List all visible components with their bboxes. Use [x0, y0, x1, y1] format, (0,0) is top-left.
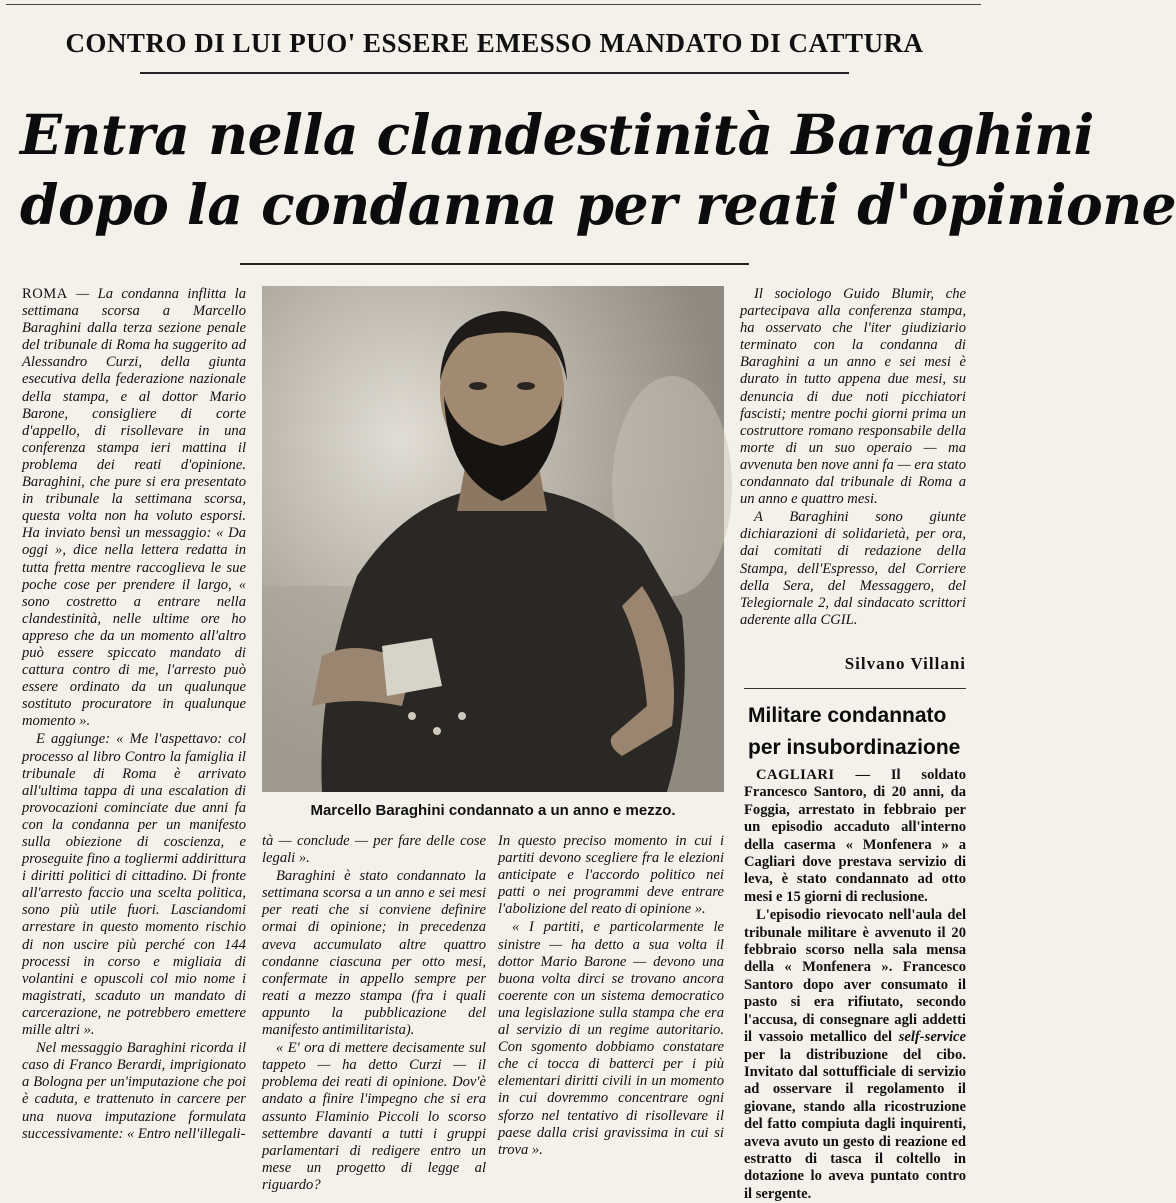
- column-3-paragraph: In questo preciso momento in cui i partiti devono scegliere fra le elezioni anticipate e l'accordo politico nei patti o nei programmi deve entrare l'abolizione del reato di opinione ».: [498, 833, 724, 918]
- side-story-title-line-2: per insubordinazione: [748, 736, 961, 759]
- column-1: [22, 286, 246, 1190]
- column-4-paragraph: Il sociologo Guido Blumir, che partecipava alla conferenza stampa, ha osservato che l'iter giudiziario terminato con la condanna di Baraghini a un anno e sei mesi è durato in tutto appena due mesi, su denuncia di due noti picchiatori fascisti; mentre pochi giorni prima un costruttore romano responsabile della morte di un suo operaio — ma avvenuta ben nove anni fa — era stato condannato dal tribunale di Roma a un anno e quattro mesi.: [740, 286, 966, 508]
- column-1-paragraph: ROMA — La condanna inflitta la settimana scorsa a Marcello Baraghini dalla terza sezione penale del tribunale di Roma ha suggerito ad Alessandro Curzi, della giunta esecutiva della federazione nazionale della stampa, e al dottor Mario Barone, consigliere di corte d'appello, di risollevare in una conferenza stampa ieri mattina il problema dei reati d'opinione. Baraghini, che pure si era presentato in tribunale la settimana scorsa, questa volta non ha voluto esporsi. Ha inviato bensì un messaggio: « Da oggi », dice nella lettera redatta in tutta fretta mentre raccoglieva le sue poche cose per prendere il largo, « sono costretto a entrare nella clandestinità, nelle ultime ore ho appreso che da un momento all'altro può essere spiccato mandato di cattura contro di me, l'arresto può essere ordinato da un qualunque sostituto procuratore in qualunque momento ».: [22, 286, 247, 730]
- dateline-place: ROMA: [22, 286, 68, 302]
- headline: [20, 100, 1176, 240]
- column-4-paragraph: A Baraghini sono giunte dichiarazioni di solidarietà, per ora, dai comitati di redazione della Stampa, dell'Espresso, del Corriere della Sera, del Messaggero, del Telegiornale 2, dal sindacato scrittori aderente alla CGIL.: [740, 509, 966, 628]
- column-2-paragraph: tà — conclude — per fare delle cose legali ».: [262, 833, 486, 867]
- headline-line-1: Entra nella clandestinità Baraghini: [20, 102, 1094, 167]
- side-story-rule: [744, 688, 966, 689]
- column-1-paragraph: Nel messaggio Baraghini ricorda il caso di Franco Berardi, imprigionato a Bologna per un'imputazione che poi è caduta, e trattenuto in carcere per una nuova imputazione formulata successivamente: « Entro nell'illegali-: [22, 1040, 246, 1142]
- headline-rule: [240, 263, 749, 265]
- column-1-paragraph: E aggiunge: « Me l'aspettavo: col processo al libro Contro la famiglia il tribunale di Roma è arrivato all'ultima tappa di una escalation di provocazioni cominciate due anni fa con la condanna per un manifesto sulla obiezione di coscienza, e proseguite fino a togliermi addirittura i diritti politici di cittadino. Di fronte all'arresto faccio una scelta politica, sono più utile fuori. Lasciandomi arrestare in questo momento rischio di non uscire più perché con 144 processi in corso e migliaia di volantini e opuscoli col mio nome i magistrati, scaduto un mandato di carcerazione, ne potrebbero emettere mille altri ».: [22, 731, 246, 1039]
- kicker: CONTRO DI LUI PUO' ESSERE EMESSO MANDATO DI CATTURA: [65, 28, 924, 58]
- side-story-body: [744, 767, 966, 1202]
- portrait-photo: [262, 286, 724, 792]
- column-4: [740, 286, 966, 666]
- column-2: [262, 833, 486, 1193]
- side-story-title-line-1: Militare condannato: [748, 704, 947, 727]
- column-2-paragraph: Baraghini è stato condannato la settimana scorsa a un anno e sei mesi per reati che si conviene definire ormai di opinione; in precedenza aveva accumulato altre quattro condanne ciascuna per otto mesi, confermate in appello sempre per reati a mezzo stampa (fra i quali appunto la pubblicazione del manifesto antimilitarista).: [262, 868, 486, 1039]
- photo-caption: Marcello Baraghini condannato a un anno e mezzo.: [310, 802, 676, 819]
- side-story-paragraph: L'episodio rievocato nell'aula del tribunale militare è avvenuto il 20 febbraio scorso nella sala mensa della « Monfenera ». Francesco Santoro dopo aver consumato il pasto si era rifiutato, secondo l'accusa, di consegnare agli addetti il vassoio metallico del self-service per la distribuzione del cibo. Invitato dal sottufficiale di servizio ad osservare il regolamento il giovane, stando alla ricostruzione del fatto compiuta dagli inquirenti, aveva avuto un gesto di reazione ed estratto di tasca il coltello in dotazione lo aveva puntato contro il sergente.: [744, 907, 966, 1202]
- side-story-title: [748, 700, 966, 764]
- column-3: [498, 833, 724, 1193]
- column-3-paragraph: « I partiti, e particolarmente le sinistre — ha detto a sua volta il dottor Mario Barone — devono una buona volta dirci se trovano ancora coerente con un sistema democratico una legislazione sulla stampa che era al servizio di un regime autoritario. Con sgomento dobbiamo constatare che ci tocca di batterci per i più elementari diritti civili in un momento in cui dovremmo concentrare ogni sforzo nel tentativo di risollevare il paese dalla crisi gravissima in cui si trova ».: [498, 919, 724, 1158]
- headline-line-2: dopo la condanna per reati d'opinione: [20, 172, 1176, 237]
- column-2-paragraph: « E' ora di mettere decisamente sul tappeto — ha detto Curzi — il problema dei reati di opinione. Dov'è andato a finire l'impegno che si era assunto Flaminio Piccoli lo scorso settembre davanti a tutti i gruppi parlamentari di redigere entro un mese un progetto di legge al riguardo?: [262, 1040, 486, 1193]
- kicker-rule: [140, 72, 849, 74]
- byline: Silvano Villani: [844, 654, 966, 673]
- side-story-paragraph: CAGLIARI — Il soldato Francesco Santoro, di 20 anni, da Foggia, arrestato in febbraio per un episodio accaduto all'interno della caserma « Monfenera » a Cagliari dove prestava servizio di leva, è stato condannato ad otto mesi e 15 giorni di reclusione.: [744, 767, 966, 905]
- portrait-illustration: [262, 286, 724, 792]
- side-story-dateline: CAGLIARI: [756, 767, 835, 783]
